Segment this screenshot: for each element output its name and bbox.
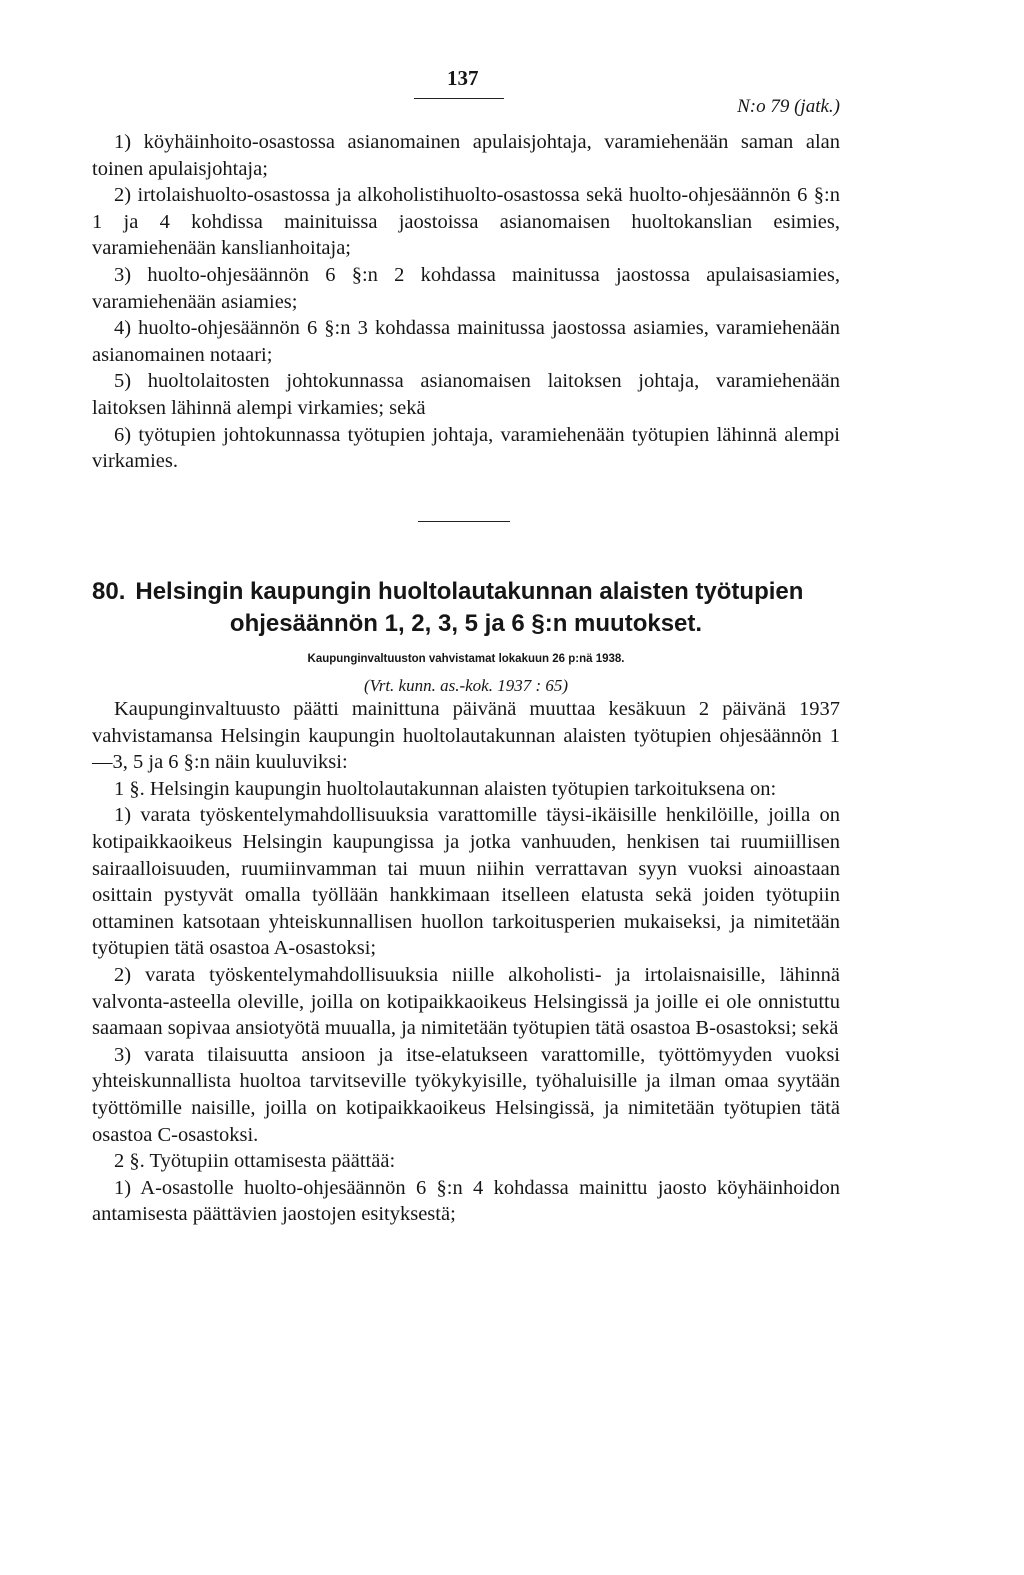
- paragraph: 4) huolto-ohjesäännön 6 §:n 3 kohdassa mainitussa jaostossa asiamies, varamiehenään asianomainen notaari;: [92, 317, 840, 366]
- section-heading: [92, 576, 840, 640]
- reference-note: (Vrt. kunn. as.-kok. 1937 : 65): [363, 676, 569, 695]
- paragraph: 1 §. Helsingin kaupungin huoltolautakunnan alaisten työtupien tarkoituksena on:: [114, 777, 777, 800]
- header-rule: [414, 98, 504, 99]
- section-heading-line-1: [92, 576, 840, 608]
- paragraph: 1) köyhäinhoito-osastossa asianomainen apulaisjohtaja, varamiehenään saman alan toinen apulaisjohtaja;: [92, 131, 840, 180]
- paragraph: 3) varata tilaisuutta ansioon ja itse-elatukseen varattomille, työttömyyden vuoksi yhteiskunnallista huoltoa tarvitseville työkykyisille, työhaluisille ja ilman omaa syytään työttömille naisille, joilla on kotipaikkaoikeus Helsingissä, ja nimitetään työtupien tätä osastoa C-osastoksi.: [92, 1043, 840, 1146]
- paragraph: 2) irtolaishuolto-osastossa ja alkoholistihuolto-osastossa sekä huolto-ohjesäännön 6 §:n 1 ja 4 kohdissa mainituissa jaostoissa asianomaisen huoltokanslian esimies, varamiehenään kanslianhoitaja;: [92, 184, 840, 260]
- page-number: 137: [447, 66, 479, 90]
- page-header: [92, 66, 840, 117]
- document-page: [92, 0, 840, 1575]
- paragraph: 5) huoltolaitosten johtokunnassa asianomaisen laitoksen johtaja, varamiehenään laitoksen lähinnä alempi virkamies; sekä: [92, 370, 840, 419]
- paragraph: 1) A-osastolle huolto-ohjesäännön 6 §:n 4 kohdassa mainittu jaosto köyhäinhoidon antamisesta päättävien jaostojen esityksestä;: [92, 1176, 840, 1226]
- series-label: N:o 79 (jatk.): [737, 96, 840, 117]
- section-divider: [418, 521, 510, 522]
- paragraph: 2 §. Työtupiin ottamisesta päättää:: [114, 1150, 396, 1173]
- paragraph: 3) huolto-ohjesäännön 6 §:n 2 kohdassa mainitussa jaostossa apulaisasiamies, varamiehenään asiamies;: [92, 263, 840, 313]
- paragraph: 6) työtupien johtokunnassa työtupien johtaja, varamiehenään työtupien lähinnä alempi virkamies.: [92, 423, 840, 473]
- paragraph: 2) varata työskentelymahdollisuuksia niille alkoholisti- ja irtolaisnaisille, lähinnä valvonta-asteella oleville, joilla on kotipaikkaoikeus Helsingissä ja joille ei ole onnistuttu saamaan sopivaa ansiotyötä muualla, ja nimitetään työtupien tätä osastoa B-osastoksi; sekä: [92, 963, 840, 1040]
- paragraph: 1) varata työskentelymahdollisuuksia varattomille täysi-ikäisille henkilöille, joilla on kotipaikkaoikeus Helsingin kaupungissa ja jotka vanhuuden, henkisen tai ruumiillisen sairaalloisuuden, ruumiinvamman tai muun niihin verrattavan syyn vuoksi ainoastaan osittain pystyvät omalla työllään hankkimaan itselleen elatusta sekä joiden työtupiin ottaminen katsotaan yhteiskunnallisen huollon tarkoitusperien mukaiseksi, ja nimitetään työtupien tätä osastoa A-osastoksi;: [92, 804, 840, 960]
- paragraph: Kaupunginvaltuusto päätti mainittuna päivänä muuttaa kesäkuun 2 päivänä 1937 vahvistamansa Helsingin kaupungin huoltolautakunnan alaisten työtupien ohjesäännön 1—3, 5 ja 6 §:n näin kuuluviksi:: [92, 698, 840, 774]
- section-title-part-1: Helsingin kaupungin huoltolautakunnan alaisten työtupien: [135, 578, 804, 605]
- confirmation-note: Kaupunginvaltuuston vahvistamat lokakuun 26 p:nä 1938.: [307, 653, 625, 665]
- section-body-text: [92, 696, 840, 1228]
- section-number: 80.: [92, 578, 126, 605]
- previous-section-text: [92, 129, 840, 475]
- section-title-part-2: ohjesäännön 1, 2, 3, 5 ja 6 §:n muutokset.: [229, 610, 703, 637]
